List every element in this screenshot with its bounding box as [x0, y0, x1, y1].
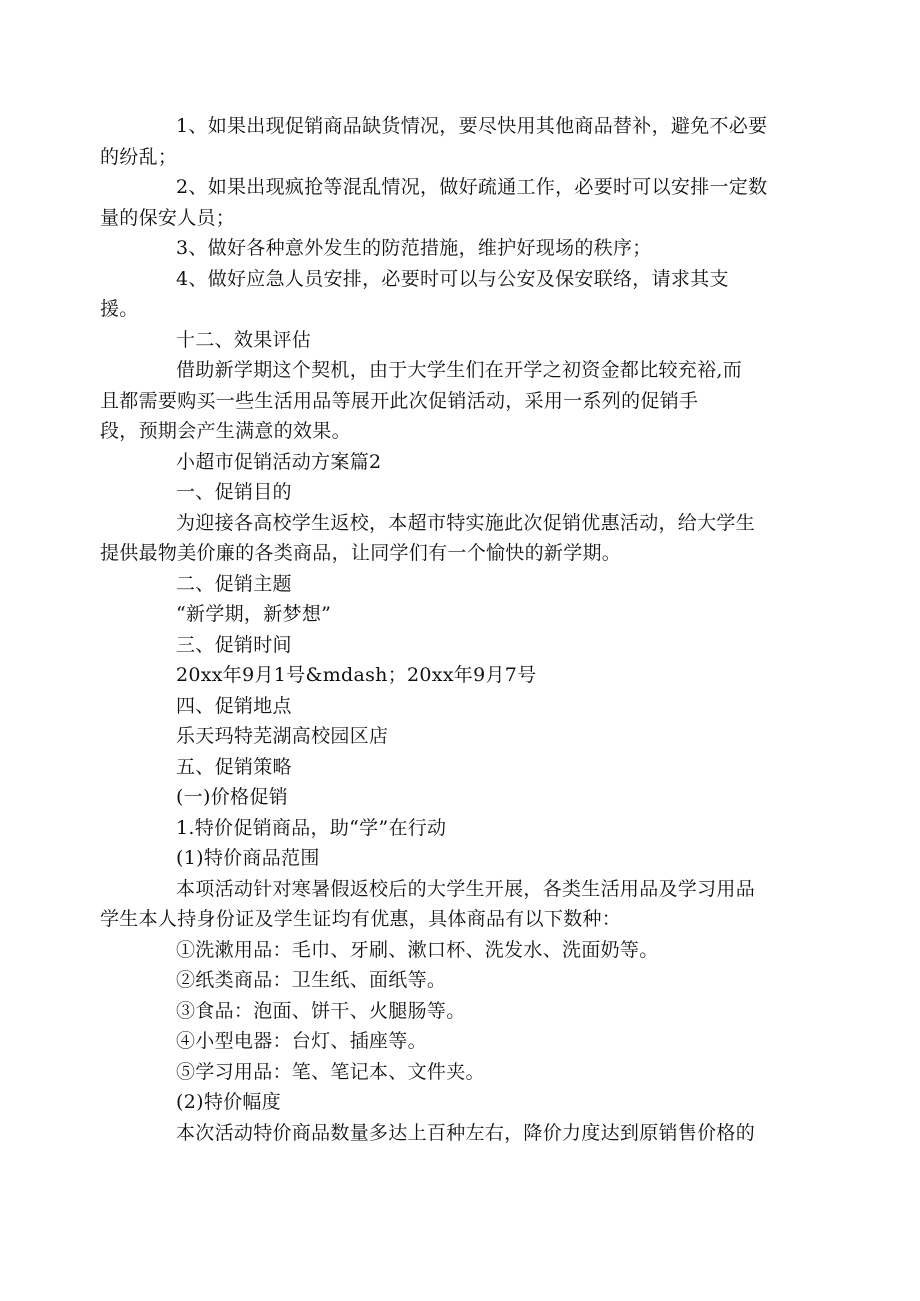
paragraph-line: (2)特价幅度 — [176, 1091, 282, 1113]
paragraph-line: 四、促销地点 — [176, 694, 292, 717]
paragraph-line: 为迎接各高校学生返校，本超市特实施此次促销优惠活动，给大学生 — [176, 511, 756, 534]
paragraph — [138, 691, 788, 722]
paragraph — [138, 477, 788, 508]
paragraph — [138, 1057, 788, 1088]
paragraph — [138, 996, 788, 1027]
paragraph-line: 二、促销主题 — [176, 572, 292, 595]
paragraph — [100, 172, 788, 233]
paragraph-line: (1)特价商品范围 — [176, 847, 320, 869]
paragraph-line: ①洗漱用品：毛巾、牙刷、漱口杯、洗发水、洗面奶等。 — [176, 938, 659, 961]
paragraph-line: 本次活动特价商品数量多达上百种左右，降价力度达到原销售价格的 — [176, 1121, 756, 1144]
paragraph — [138, 752, 788, 783]
paragraph — [138, 935, 788, 966]
paragraph — [100, 508, 788, 569]
paragraph — [138, 599, 788, 630]
paragraph — [138, 569, 788, 600]
paragraph — [138, 233, 788, 264]
document-body — [100, 111, 788, 1148]
paragraph-line: 借助新学期这个契机，由于大学生们在开学之初资金都比较充裕,而 — [176, 359, 743, 381]
paragraph-line: 段，预期会产生满意的效果。 — [100, 420, 351, 442]
paragraph — [138, 1118, 788, 1149]
paragraph — [100, 874, 788, 935]
paragraph — [138, 630, 788, 661]
paragraph — [100, 264, 788, 325]
paragraph-line: 且都需要购买一些生活用品等展开此次促销活动，采用一系列的促销手 — [100, 389, 699, 412]
paragraph-line: ④小型电器：台灯、插座等。 — [176, 1030, 427, 1052]
paragraph — [138, 965, 788, 996]
paragraph-line: 提供最物美价廉的各类商品，让同学们有一个愉快的新学期。 — [100, 542, 622, 564]
paragraph-line: 量的保安人员； — [100, 206, 236, 229]
paragraph — [138, 325, 788, 356]
paragraph-line: 20xx年9月1号&mdash；20xx年9月7号 — [176, 664, 537, 686]
paragraph — [138, 1087, 788, 1118]
paragraph-line: 小超市促销活动方案篇2 — [176, 450, 382, 473]
paragraph — [138, 660, 788, 691]
paragraph-line: 一、促销目的 — [176, 481, 292, 503]
paragraph — [138, 1026, 788, 1057]
paragraph — [100, 355, 788, 447]
paragraph-line: ⑤学习用品：笔、笔记本、文件夹。 — [176, 1060, 485, 1083]
paragraph-line: 援。 — [100, 298, 139, 320]
paragraph-line: 学生本人持身份证及学生证均有优惠，具体商品有以下数种： — [100, 908, 622, 930]
paragraph-line: 3、做好各种意外发生的防范措施，维护好现场的秩序； — [176, 237, 652, 259]
paragraph-line: 乐天玛特芜湖高校园区店 — [176, 725, 389, 747]
paragraph-line: 十二、效果评估 — [176, 328, 312, 351]
paragraph — [138, 721, 788, 752]
paragraph-line: 1.特价促销商品，助“学”在行动 — [176, 816, 447, 839]
paragraph-line: ②纸类商品：卫生纸、面纸等。 — [176, 969, 447, 991]
paragraph — [100, 111, 788, 172]
paragraph-line: 本项活动针对寒暑假返校后的大学生开展，各类生活用品及学习用品 — [176, 877, 756, 900]
paragraph-line: 4、做好应急人员安排，必要时可以与公安及保安联络，请求其支 — [176, 267, 729, 290]
paragraph — [138, 813, 788, 844]
paragraph-line: 五、促销策略 — [176, 755, 292, 778]
paragraph-line: “新学期，新梦想” — [176, 603, 332, 625]
paragraph-line: 三、促销时间 — [176, 633, 292, 656]
paragraph-line: ③食品：泡面、饼干、火腿肠等。 — [176, 999, 466, 1022]
paragraph — [138, 843, 788, 874]
paragraph-line: 2、如果出现疯抢等混乱情况，做好疏通工作，必要时可以安排一定数 — [176, 176, 768, 198]
paragraph-line: 1、如果出现促销商品缺货情况，要尽快用其他商品替补，避免不必要 — [176, 115, 768, 137]
paragraph — [138, 782, 788, 813]
paragraph — [138, 447, 788, 478]
paragraph-line: 的纷乱； — [100, 145, 178, 168]
paragraph-line: (一)价格促销 — [176, 786, 288, 808]
